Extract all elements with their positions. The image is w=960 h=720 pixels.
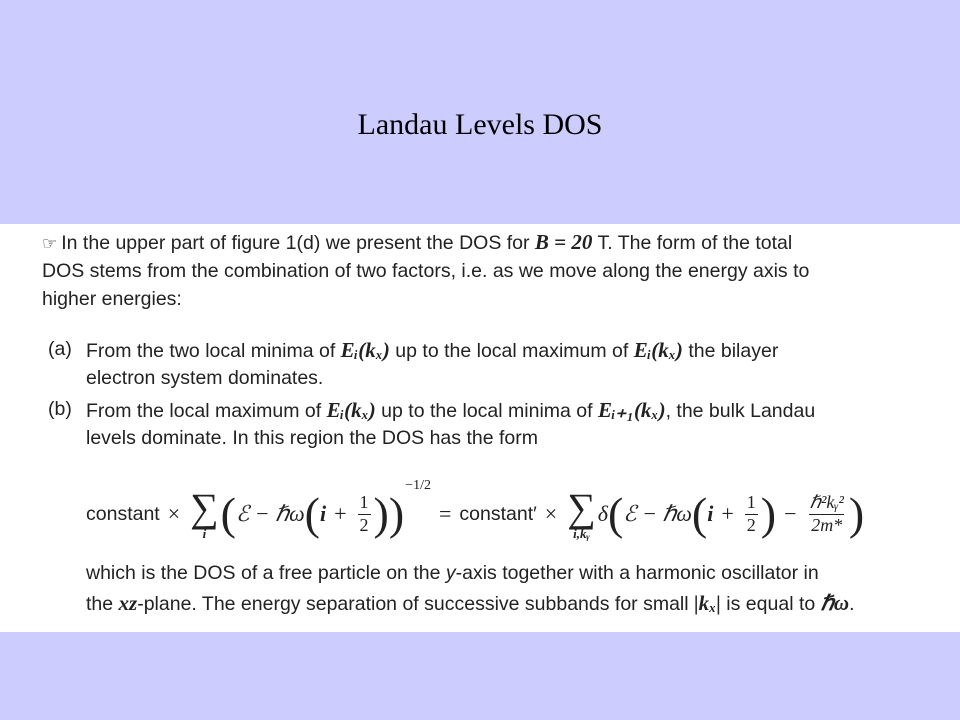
pointing-hand-icon: ☞: [42, 234, 58, 254]
item-a-label: (a): [48, 338, 72, 360]
sum-symbol: ∑: [190, 484, 219, 530]
eq-equals: =: [438, 501, 452, 526]
item-a-math-2: Eᵢ(kₓ): [633, 338, 683, 362]
closing-text-2-post: is equal to: [720, 593, 821, 615]
frac-num-2: 1: [746, 492, 756, 513]
intro-line-1: [42, 230, 792, 255]
paren-open: (: [220, 488, 236, 539]
paren-close-2: ): [848, 488, 865, 539]
eq-kinetic: [808, 492, 846, 535]
item-a-line-1: [86, 338, 778, 363]
item-b-line-2: levels dominate. In this region the DOS has the form: [86, 427, 538, 449]
dos-equation: [86, 474, 864, 554]
item-b-label: (b): [48, 398, 72, 420]
sum-index: i: [202, 525, 207, 541]
item-a-post: the bilayer: [682, 340, 779, 362]
eq-constant: constant: [86, 502, 160, 525]
sum-symbol-2: ∑: [567, 484, 596, 530]
closing-plane: xz: [118, 591, 138, 615]
eq-sum-right: [567, 484, 596, 541]
eq-energy-term-2: ℰ − ℏω: [623, 501, 692, 526]
eq-i-2: i: [707, 501, 714, 526]
eq-plus: +: [334, 501, 347, 526]
frac-den: 2: [359, 515, 369, 535]
paren-open-inner-2: (: [691, 488, 708, 539]
eq-half: [358, 492, 371, 535]
closing-kx: |kₓ|: [694, 591, 721, 615]
paren-close-inner: ): [373, 488, 389, 539]
closing-period: .: [849, 593, 855, 615]
frac-den-2: 2: [746, 515, 756, 535]
paren-open-2: (: [607, 488, 624, 539]
closing-hw: ℏω: [820, 591, 850, 615]
item-a-line-2: electron system dominates.: [86, 367, 324, 389]
paren-close-inner-2: ): [760, 488, 777, 539]
kin-num: ℏ²kᵧ²: [809, 492, 844, 513]
eq-minus: −: [784, 501, 797, 526]
eq-constant-prime: constant′: [459, 502, 537, 525]
closing-text-2: the: [86, 593, 119, 615]
slide-title: Landau Levels DOS: [357, 108, 603, 141]
kin-den: 2m*: [811, 515, 843, 535]
paren-close: ): [388, 488, 405, 539]
item-b-post: , the bulk Landau: [665, 400, 816, 422]
field-value-math: B = 20: [534, 230, 593, 254]
eq-half-2: [745, 492, 758, 535]
intro-text-1: In the upper part of figure 1(d) we present the DOS for: [61, 232, 535, 254]
sum-index-2: i,kᵧ: [573, 525, 590, 541]
eq-i: i: [319, 501, 327, 526]
item-b-line-1: [86, 398, 815, 423]
closing-text-2-mid: -plane. The energy separation of successive subbands for small: [137, 593, 694, 615]
item-b-mid: up to the local minima of: [375, 400, 598, 422]
item-b-math-2: Eᵢ₊₁(kₓ): [597, 398, 666, 422]
eq-exponent: −1/2: [405, 478, 431, 493]
intro-line-2: DOS stems from the combination of two factors, i.e. as we move along the energy axis to: [42, 260, 810, 282]
eq-energy-term: ℰ − ℏω: [235, 501, 305, 526]
paper-excerpt: [0, 224, 960, 632]
frac-num: 1: [359, 492, 369, 513]
item-a-mid: up to the local maximum of: [389, 340, 634, 362]
closing-line-1: [86, 562, 819, 585]
intro-line-3: higher energies:: [42, 288, 182, 310]
eq-plus-2: +: [721, 501, 734, 526]
item-b-math-1: Eᵢ(kₓ): [326, 398, 376, 422]
eq-times: ×: [167, 501, 181, 526]
closing-axis: y: [445, 562, 456, 584]
eq-sum-left: [190, 484, 219, 541]
paren-open-inner: (: [304, 488, 320, 539]
closing-text-1: which is the DOS of a free particle on the: [86, 562, 446, 584]
intro-text-1-end: T. The form of the total: [592, 232, 793, 254]
eq-times-2: ×: [544, 501, 558, 526]
eq-delta: δ: [597, 501, 608, 526]
closing-line-2: [86, 591, 855, 616]
item-b-text: From the local maximum of: [86, 400, 327, 422]
item-a-math-1: Eᵢ(kₓ): [340, 338, 390, 362]
item-a-text: From the two local minima of: [86, 340, 341, 362]
closing-text-1-end: -axis together with a harmonic oscillator in: [455, 562, 819, 584]
